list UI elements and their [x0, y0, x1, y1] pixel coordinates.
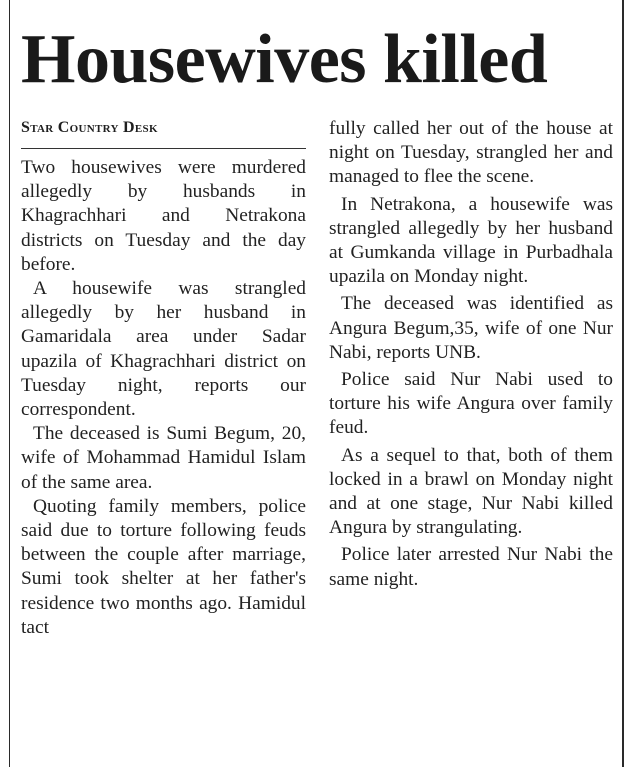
paragraph: The deceased was identified as Angura Begum,35, wife of one Nur Nabi, reports UNB.	[329, 293, 613, 363]
paragraph: Police later arrested Nur Nabi the same night.	[329, 544, 613, 590]
paragraph: In Netrakona, a housewife was strangled allegedly by her husband at Gumkanda village in Purbadhala upazila on Monday night.	[329, 193, 613, 288]
paragraph: A housewife was strangled allegedly by her husband in Gamaridala area under Sadar upazila of Khagrachhari district on Tuesday night, reports our correspondent.	[21, 278, 306, 421]
paragraph: The deceased is Sumi Begum, 20, wife of Mohammad Hamidul Islam of the same area.	[21, 423, 306, 493]
article-column-2	[329, 117, 613, 592]
article-column-1	[21, 117, 306, 640]
paragraph: Quoting family members, police said due to torture following feuds between the couple after marriage, Sumi took shelter at her father's residence two months ago. Hamidul tact	[21, 495, 306, 638]
paragraph: Two housewives were murdered allegedly by husbands in Khagrachhari and Netrakona districts on Tuesday and the day before.	[21, 157, 306, 275]
right-column-rule	[622, 0, 624, 767]
headline: Housewives killed	[21, 21, 548, 98]
paragraph-continued: fully called her out of the house at night on Tuesday, strangled her and managed to flee the scene.	[329, 118, 613, 188]
paragraph: As a sequel to that, both of them locked in a brawl on Monday night and at one stage, Nur Nabi killed Angura by strangulating.	[329, 444, 613, 539]
byline: Star Country Desk	[21, 117, 306, 149]
paragraph: Police said Nur Nabi used to torture his wife Angura over family feud.	[329, 369, 613, 439]
left-column-rule	[9, 0, 10, 767]
